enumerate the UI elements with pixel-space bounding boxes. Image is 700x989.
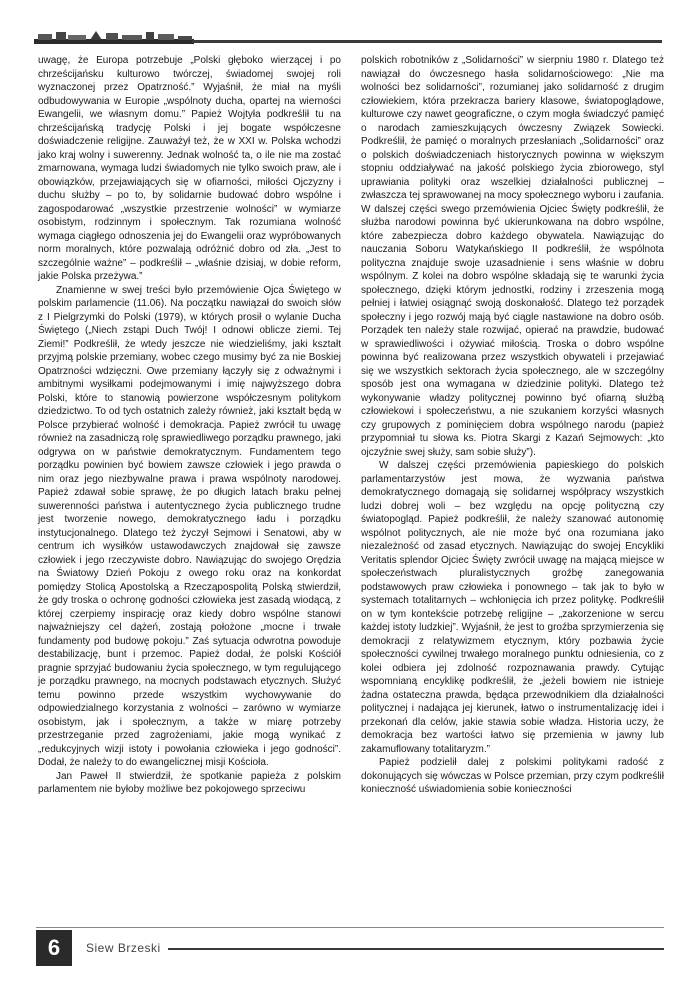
paragraph: W dalszej części przemówienia papieskiego do polskich parlamentarzystów jest mowa, że wyzwania państwa demokratycznego domagają się solidarnej współpracy wszystkich ludzi dobrej woli – bez względu na opcję polityczną czy światopogląd. Papież podkreślił, że należy szanować autonomię wspólnot politycznych, ale nie może być ona rozumiana jako niezależność od zasad etycznych. Nawiązując do swojej Encykliki Veritatis splendor Ojciec Święty zwrócił uwagę na mającą miejsce w społeczeństwach pluralistycznych groźbę zanegowania podstawowych praw człowieka i ponownego – tak jak to było w systemach totalitarnych – wchłonięcia ich przez politykę. Podkreślił on w tym kontekście potrzebę religijne – „zakorzenione w sercu każdej istoty ludzkiej”. Wyjaśnił, że jest to groźba sprzymierzenia się demokracji z relatywizmem etycznym, który pozbawia życie społeczności cywilnej trwałego moralnego punktu odniesienia, co z kolei odbiera jej zdolność rozpoznawania prawdy. Cytując wspomnianą encyklikę podkreślił, że „jeżeli bowiem nie istnieje żadna ostateczna prawda, będąca przewodnikiem dla działalności politycznej i nadająca jej kierunek, łatwo o instrumentalizację idei i przekonań dla celów, jakie stawia sobie władza. Historia uczy, że demokracja bez wartości łatwo się przemienia w jawny lub zakamuflowany totalitaryzm.” [361, 460, 664, 755]
publication-title: Siew Brzeski [86, 941, 161, 955]
paragraph: Znamienne w swej treści było przemówienie Ojca Świętego w polskim parlamencie (11.06). Na początku nawiązał do swoich słów z I Pielgrzymki do Polski (1979), w których prosił o wylanie Ducha Świętego („Niech zstąpi Duch Twój! I odnowi oblicze ziemi. Tej Ziemi!” Podkreślił, że wtedy jeszcze nie wiedzieliśmy, jaki kształt przyjmą polskie przemiany, wobec czego musimy być za nie Boskiej Opatrzności wdzięczni. Owe przemiany łączyły się z odważnymi i ambitnymi wysiłkami podejmowanymi i imię najwyższego dobra Polski, które to stanowią powierzone współczesnym politykom dziedzictwo. To od tych ostatnich zależy również, jaki kształt będą w Polsce przybierać wolność i demokracja. Papież zwrócił tu uwagę również na zasadniczą rolę sprawiedliwego porządku prawnego, jaki odgrywa on w państwie demokratycznym. Fundamentem tego porządku powinien być bowiem zawsze człowiek i jego prawda o nim oraz jego niezbywalne prawa i prawa wspólnoty narodowej. Papież zdawał sobie sprawę, że po długich latach braku pełnej suwerenności państwa i autentycznego życia publicznego trudne jest tworzenie nowego, demokratycznego ładu i porządku instytucjonalnego. Dlatego też życzył Sejmowi i Senatowi, aby w centrum ich wysiłków ustawodawczych znajdował się zawsze człowiek i jego rzeczywiste dobro. Nawiązując do swojego Orędzia na Światowy Dzień Pokoju z owego roku oraz na konkordat pomiędzy Stolicą Apostolską a Rzecząpospolitą Polską stwierdził, że gdy troska o ochronę godności człowieka jest zasadą wiodącą, z której czerpiemy inspirację oraz kiedy dobro wspólne stanowi najważniejszy cel dążeń, zostają położone „mocne i trwałe fundamenty pod budowę pokoju.” Zaś sytuacja odwrotna powoduje destabilizację, bunt i przemoc. Papież dodał, że polski Kościół pragnie sprzyjać budowaniu życia społecznego, w tym regulującego je porządku prawnego, na mocnych podstawach etycznych. Służyć temu powinno przede wszystkim wychowywanie do odpowiedzialnego korzystania z wolności – zarówno w wymiarze osobistym, jak i społecznym, a także w miarę potrzeby przestrzeganie przed zagrożeniami, jakie mogą wynikać z „redukcyjnych wizji istoty i powołania człowieka i jego godności”. Dodał, że należy to do ewangelicznej misji Kościoła. [38, 284, 341, 768]
footer-line [168, 948, 664, 950]
paragraph: Papież podzielił dalej z polskimi politykami radość z dokonujących się wówczas w Polsce przemian, przy czym podkreślił konieczność uświadomienia sobie konieczności [361, 757, 664, 795]
paragraph: uwagę, że Europa potrzebuje „Polski głęboko wierzącej i po chrześcijańsku kulturowo twórczej, świadomej swojej roli wyznaczonej przez Opatrzność.” Wyjaśnił, że miał na myśli odbudowywania w Europie „wspólnoty ducha, opartej na wierności Ewangelii, we własnym domu.” Papież Wojtyła podkreślił tu na chrześcijańską tradycję Polski i jej bogate współczesne doświadczenie religijne. Zauważył też, że w XXI w. Polska wchodzi jako kraj wolny i suwerenny. Jednak wolność ta, o ile nie ma zostać zmarnowana, wymaga ludzi świadomych nie tylko swoich praw, ale i obowiązków, przejawiających się w ofiarności, miłości Ojczyzny i duchu służby – po to, by solidarnie budować dobro wspólne i zagospodarować „wszystkie przestrzenie wolności” w wymiarze osobistym, rodzinnym i społecznym. Tak rozumiana wolność wymaga ciągłego odnoszenia jej do Ewangelii oraz wypróbowanych norm moralnych, które pozwalają odróżnić dobro od zła. „Jest to szczególnie ważne” – podkreślił – „właśnie dzisiaj, w dobie reform, jakie Polska przeżywa.” [38, 55, 341, 282]
header-banner-image [34, 30, 194, 44]
header-rule [192, 40, 662, 43]
paragraph: Jan Paweł II stwierdził, że spotkanie papieża z polskim parlamentem nie byłoby możliwe bez pokojowego sprzeciwu [38, 770, 341, 795]
article-column-right [361, 54, 664, 797]
page-number: 6 [36, 930, 72, 966]
footer-rule [36, 927, 664, 928]
article-column-left [38, 54, 341, 797]
paragraph: polskich robotników z „Solidarności” w sierpniu 1980 r. Dlatego też nawiązał do ówczesnego hasła solidarnościowego: „Nie ma wolności bez solidarności”, rozumianej jako solidarność z drugim człowiekiem, która przekracza bariery klasowe, światopoglądowe, kulturowe czy nawet geograficzne, o czym mogła świadczyć pamięć o narodach zamieszkujących ówczesny Związek Sowiecki. Podkreślił, że pamięć o moralnych przesłaniach „Solidarności” oraz o polskich doświadczeniach historycznych powinna w większym stopniu oddziaływać na jakość polskiego życia zbiorowego, styl uprawiania polityki oraz wszelkiej działalności publicznej – zwłaszcza tej sprawowanej na mocy społecznego wyboru i zaufania. W dalszej części swego przemówienia Ojciec Święty podkreślił, że służba narodowi powinna być ukierunkowana na dobro wspólne, które zabezpiecza dobro każdego obywatela. Nawiązując do nauczania Soboru Watykańskiego II podkreślił, że wspólnota polityczna znajduje swoje uzasadnienie i sens właśnie w dobru wspólnym. Z kolei na dobro wspólne składają się te warunki życia społecznego, dzięki którym jednostki, rodziny i zrzeszenia mogą pełniej i łatwiej osiągnąć swoją doskonałość. Dlatego też porządek społeczny i jego rozwój mają być ciągle nastawione na dobro osób. Porządek ten należy stale rozwijać, opierać na prawdzie, budować w sprawiedliwości i ożywiać miłością. Troska o dobro wspólne powinna być realizowana przez wszystkich obywateli i przejawiać się we wszystkich sektorach życia społecznego, ale w szczególny sposób jest ona wymagana w dziedzinie polityki. Dlatego też wykonywanie władzy politycznej powinno być ofiarną służbą człowiekowi i społeczeństwu, a nie szukaniem korzyści własnych czy grupowych z pominięciem dobra wspólnego narodu (papież przypomniał tu słowa ks. Piotra Skargi z Kazań Sejmowych: „kto ojczyźnie swej służy, sam sobie służy”). [361, 55, 664, 458]
